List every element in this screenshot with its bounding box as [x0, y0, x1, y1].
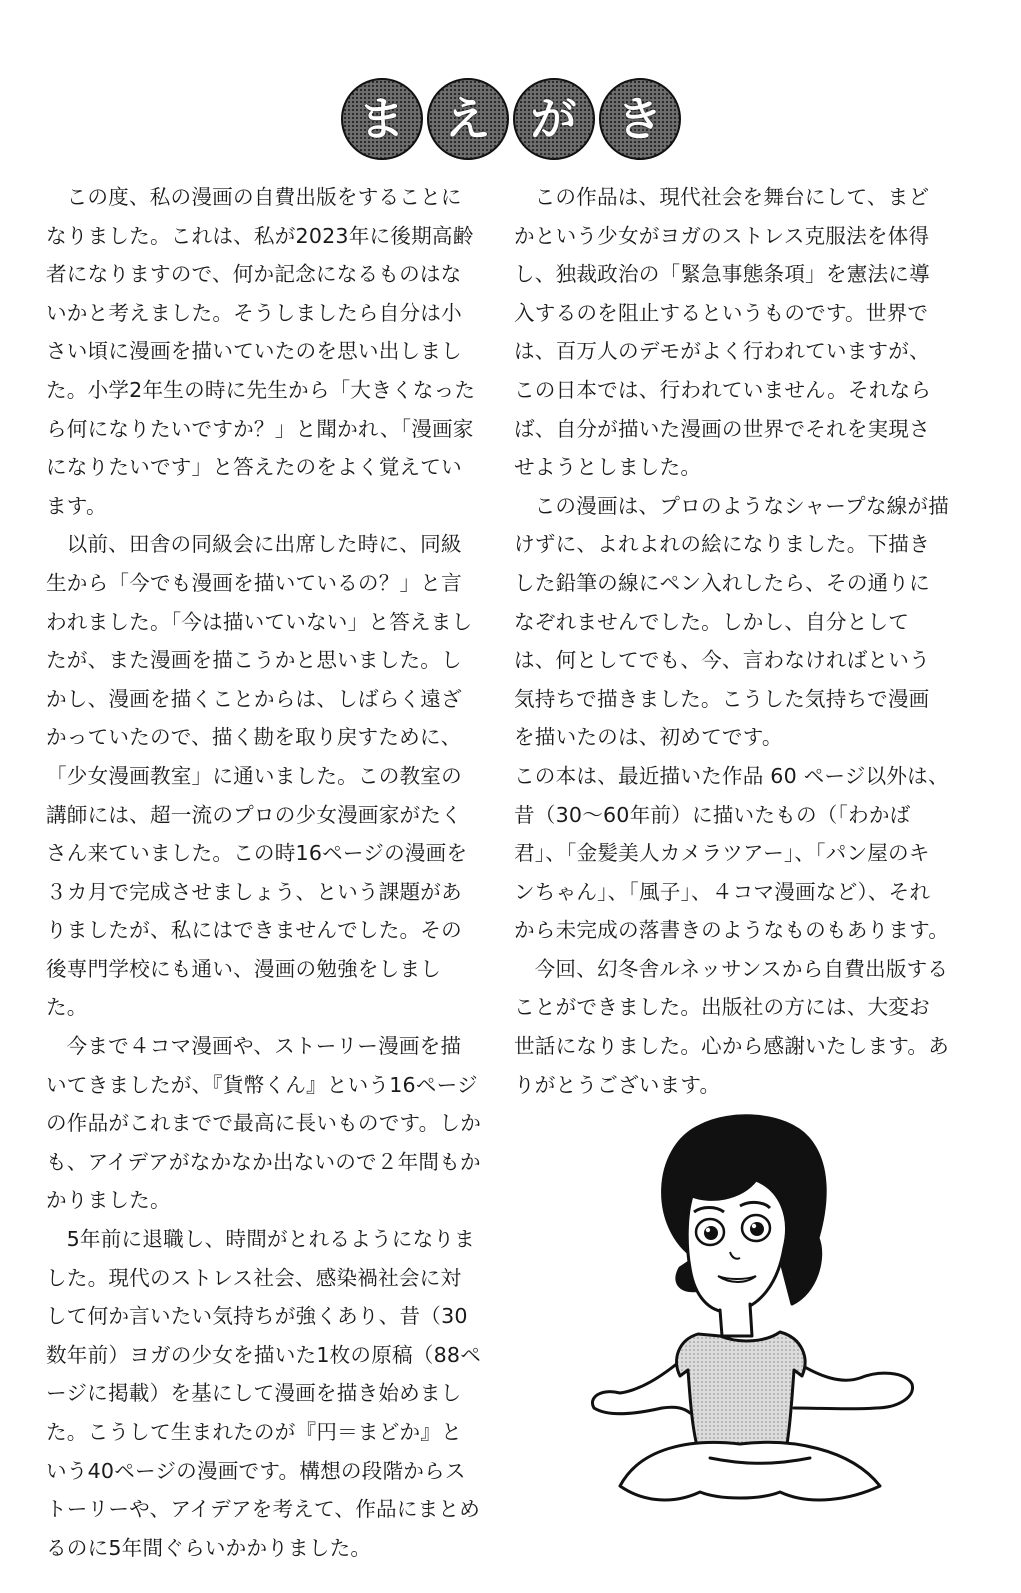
paragraph: この本は、最近描いた作品 60 ページ以外は、昔（30〜60年前）に描いたもの（「わかば君」、「金髪美人カメラツアー」、「パン屋のキンちゃん」、「風子」、４コマ漫画など）、それから未完成の落書きのようなものもあります。 [514, 763, 950, 943]
paragraph: 今まで４コマ漫画や、ストーリー漫画を描いてきましたが、『貨幣くん』という16ページの作品がこれまでで最高に長いものです。しかも、アイデアがなかなか出ないので２年間もかかりました。 [46, 1034, 482, 1213]
paragraph: 今回、幻冬舎ルネッサンスから自費出版することができました。出版社の方には、大変お世話になりました。心から感謝いたします。ありがとうございます。 [514, 956, 950, 1097]
title-char-circle [513, 78, 595, 160]
title-char: ま [358, 92, 405, 146]
right-column [514, 178, 950, 1104]
title-char-circle [341, 78, 423, 160]
left-column [46, 178, 482, 1567]
title-char-circle [599, 78, 681, 160]
title-char: き [616, 92, 663, 146]
paragraph: 以前、田舎の同級会に出席した時に、同級生から「今でも漫画を描いているの？」と言われました。「今は描いていない」と答えましたが、また漫画を描こうかと思いました。しかし、漫画を描くことからは、しばらく遠ざかっていたので、描く勘を取り戻すために、「少女漫画教室」に通いました。この教室の講師には、超一流のプロの少女漫画家がたくさん来ていました。この時16ページの漫画を３カ月で完成させましょう、という課題がありましたが、私にはできませんでした。その後専門学校にも通い、漫画の勉強をしました。 [46, 532, 473, 1020]
paragraph: この作品は、現代社会を舞台にして、まどかという少女がヨガのストレス克服法を体得し、独裁政治の「緊急事態条項」を憲法に導入するのを阻止するというものです。世界では、百万人のデモがよく行われていますが、この日本では、行われていません。それならば、自分が描いた漫画の世界でそれを実現させようとしました。 [514, 185, 932, 480]
chapter-title [0, 78, 1021, 162]
title-char-circle [427, 78, 509, 160]
paragraph: この漫画は、プロのようなシャープな線が描けずに、よれよれの絵になりました。下描きした鉛筆の線にペン入れしたら、その通りになぞれませんでした。しかし、自分としては、何としてでも、今、言わなければという気持ちで描きました。こうした気持ちで漫画を描いたのは、初めてです。 [514, 493, 950, 750]
paragraph: 5年前に退職し、時間がとれるようになりました。現代のストレス社会、感染禍社会に対して何か言いたい気持ちが強くあり、昔（30数年前）ヨガの少女を描いた1枚の原稿（88ページに掲載）を基にして漫画を描き始めました。こうして生まれたのが『円＝まどか』という40ページの漫画です。構想の段階からストーリーや、アイデアを考えて、作品にまとめるのに5年間ぐらいかかりました。 [46, 1227, 481, 1560]
title-char: が [530, 92, 577, 146]
paragraph: この度、私の漫画の自費出版をすることになりました。これは、私が2023年に後期高齢者になりますので、何か記念になるものはないかと考えました。そうしましたら自分は小さい頃に漫画を描いていたのを思い出しました。小学2年生の時に先生から「大きくなったら何になりたいですか？」と聞かれ、「漫画家になりたいです」と答えたのをよく覚えています。 [46, 185, 476, 518]
yoga-girl-illustration [580, 1108, 940, 1518]
title-char: え [444, 92, 491, 146]
